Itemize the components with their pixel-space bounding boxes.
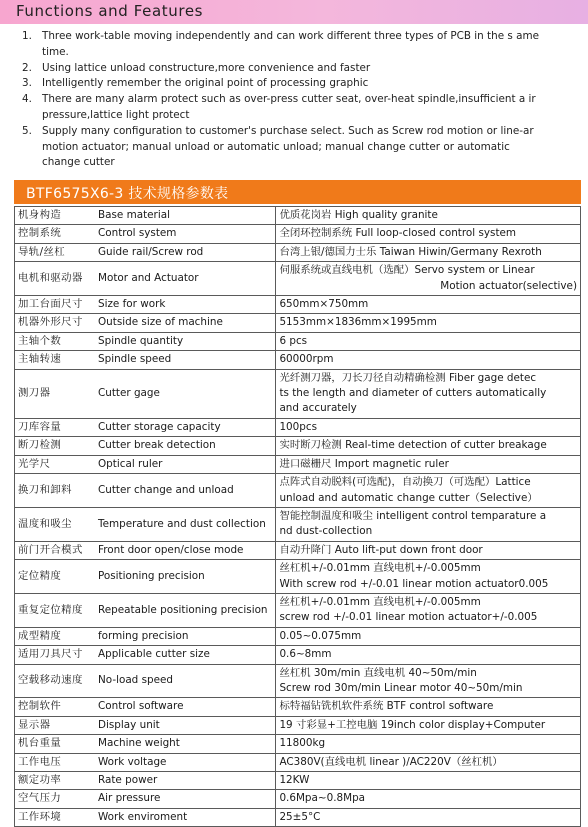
- spec-value-line: 6 pcs: [279, 334, 308, 347]
- spec-value-line: 100pcs: [279, 420, 317, 433]
- spec-label-en: Cutter change and unload: [98, 483, 234, 496]
- feature-item: [22, 76, 562, 92]
- spec-label-cell: [15, 262, 276, 296]
- spec-label-cell: [15, 351, 276, 369]
- spec-row: [15, 627, 581, 645]
- spec-label-en: Display unit: [98, 718, 160, 731]
- spec-label-cn: 主轴转速: [18, 353, 62, 366]
- spec-row: [15, 664, 581, 698]
- spec-value-line: 12KW: [279, 774, 310, 786]
- spec-value-cell: [276, 664, 581, 698]
- spec-label-en: Guide rail/Screw rod: [98, 245, 204, 258]
- spec-value-line: 台湾上银/德国力士乐 Taiwan Hiwin/Germany Rexroth: [279, 245, 542, 258]
- spec-value-line: 60000rpm: [279, 353, 334, 366]
- spec-label-cn: 重复定位精度: [18, 603, 83, 616]
- spec-label-cell: [15, 369, 276, 418]
- spec-row: [15, 314, 581, 332]
- feature-text: Supply many configuration to customer's purchase select. Such as Screw rod motion or line-ar motion actuator; manual unload or automatic unload; manual change cutter or automatic change cutter: [42, 124, 534, 169]
- spec-value-line: 0.05~0.075mm: [279, 629, 362, 642]
- spec-title: BTF6575X6-3 技术规格参数表: [26, 186, 229, 202]
- spec-value-cell: [276, 808, 581, 826]
- spec-label-cn: 机台重量: [18, 737, 62, 750]
- spec-value-cell: [276, 225, 581, 243]
- spec-label-cn: 加工台面尺寸: [18, 298, 83, 311]
- spec-row: [15, 541, 581, 559]
- spec-label-en: Outside size of machine: [98, 316, 223, 329]
- spec-label-cell: [15, 314, 276, 332]
- spec-label-en: Control system: [98, 227, 177, 240]
- spec-label-en: Work voltage: [98, 755, 167, 768]
- spec-label-cn: 光学尺: [18, 457, 51, 470]
- spec-value-line: 0.6Mpa~0.8Mpa: [279, 792, 366, 805]
- spec-label-cn: 温度和吸尘: [18, 517, 72, 530]
- spec-label-en: No-load speed: [98, 674, 173, 687]
- spec-value-cell: [276, 314, 581, 332]
- spec-row: [15, 698, 581, 716]
- spec-value-line: 25±5°C: [279, 810, 321, 823]
- spec-label-en: Work enviroment: [98, 810, 188, 823]
- spec-label-cn: 机身构造: [18, 209, 62, 221]
- spec-label-en: forming precision: [98, 629, 189, 642]
- spec-row: [15, 332, 581, 350]
- spec-label-cn: 机器外形尺寸: [18, 316, 83, 329]
- spec-label-cn: 换刀和卸料: [18, 483, 72, 496]
- spec-label-en: Size for work: [98, 298, 166, 311]
- spec-value-cell: [276, 262, 581, 296]
- spec-value-cell: [276, 646, 581, 664]
- spec-value-cell: [276, 790, 581, 808]
- spec-label-cn: 工作环境: [18, 810, 62, 823]
- feature-text: Three work-table moving independently and can work different three types of PCB in the s ame time.: [42, 30, 540, 58]
- spec-label-cn: 定位精度: [18, 569, 62, 582]
- feature-number: 5.: [22, 124, 32, 137]
- spec-row: [15, 474, 581, 508]
- spec-value-line: 优质花岗岩 High quality granite: [279, 209, 438, 221]
- spec-label-cell: [15, 646, 276, 664]
- spec-row: [15, 369, 581, 418]
- feature-item: [22, 61, 562, 77]
- spec-value-line: nd dust-collection: [279, 525, 373, 538]
- feature-text: Intelligently remember the original point of processing graphic: [42, 77, 369, 90]
- spec-row: [15, 646, 581, 664]
- feature-item: [22, 92, 562, 124]
- feature-item: [22, 29, 562, 61]
- spec-label-cell: [15, 455, 276, 473]
- spec-label-en: Repeatable positioning precision: [98, 603, 268, 616]
- spec-value-cell: [276, 369, 581, 418]
- feature-number: 2.: [22, 61, 32, 74]
- spec-label-cell: [15, 772, 276, 790]
- feature-number: 4.: [22, 93, 32, 106]
- spec-value-cell: [276, 207, 581, 225]
- spec-label-cn: 适用刀具尺寸: [18, 648, 83, 661]
- spec-value-line: 丝杠机+/-0.01mm 直线电机+/-0.005mm: [279, 595, 481, 608]
- spec-value-cell: [276, 735, 581, 753]
- spec-row: [15, 437, 581, 455]
- spec-label-en: Cutter storage capacity: [98, 420, 221, 433]
- spec-label-cell: [15, 418, 276, 436]
- spec-label-cell: [15, 437, 276, 455]
- spec-label-cn: 刀库容量: [18, 420, 62, 433]
- spec-value-line: screw rod +/-0.01 linear motion actuator+/-0.005: [279, 611, 538, 624]
- spec-value-cell: [276, 474, 581, 508]
- spec-value-line: 丝杠机 30m/min 直线电机 40~50m/min: [279, 666, 477, 679]
- spec-value-line: 进口磁栅尺 Import magnetic ruler: [279, 457, 449, 470]
- spec-value-line: 标特福钻铣机软件系统 BTF control software: [279, 700, 494, 713]
- spec-label-en: Rate power: [98, 774, 158, 786]
- spec-value-line: 伺服系统或直线电机（选配）Servo system or Linear: [279, 264, 535, 277]
- spec-row: [15, 262, 581, 296]
- spec-value-cell: [276, 507, 581, 541]
- spec-value-line: Screw rod 30m/min Linear motor 40~50m/min: [279, 681, 523, 694]
- spec-value-cell: [276, 351, 581, 369]
- features-title: Functions and Features: [16, 2, 204, 20]
- spec-value-line: With screw rod +/-0.01 linear motion actuator0.005: [279, 577, 549, 590]
- spec-label-cn: 前门开合模式: [18, 543, 83, 556]
- spec-value-line: ts the length and diameter of cutters automatically: [279, 387, 547, 400]
- spec-row: [15, 560, 581, 594]
- spec-row: [15, 507, 581, 541]
- spec-value-cell: [276, 698, 581, 716]
- spec-label-cn: 空气压力: [18, 792, 62, 805]
- spec-label-cell: [15, 207, 276, 225]
- spec-label-cell: [15, 716, 276, 734]
- spec-label-cell: [15, 735, 276, 753]
- spec-value-cell: [276, 541, 581, 559]
- spec-label-en: Cutter gage: [98, 387, 160, 400]
- spec-value-line: 0.6~8mm: [279, 648, 332, 661]
- spec-row: [15, 207, 581, 225]
- spec-row: [15, 716, 581, 734]
- spec-value-line: and accurately: [279, 402, 357, 415]
- features-header-bar: [0, 0, 588, 24]
- spec-row: [15, 243, 581, 261]
- spec-label-cn: 主轴个数: [18, 334, 62, 347]
- spec-label-cell: [15, 225, 276, 243]
- spec-label-cell: [15, 627, 276, 645]
- spec-label-cn: 空载移动速度: [18, 674, 83, 687]
- spec-row: [15, 753, 581, 771]
- spec-row: [15, 790, 581, 808]
- spec-label-cell: [15, 698, 276, 716]
- feature-item: [22, 124, 562, 171]
- spec-row: [15, 225, 581, 243]
- spec-value-line: AC380V(直线电机 linear )/AC220V（丝杠机）: [279, 755, 503, 768]
- spec-label-cn: 控制系统: [18, 227, 62, 240]
- spec-label-cn: 成型精度: [18, 629, 62, 642]
- spec-label-en: Positioning precision: [98, 569, 205, 582]
- spec-value-cell: [276, 593, 581, 627]
- spec-label-cn: 测刀器: [18, 387, 51, 400]
- spec-label-en: Machine weight: [98, 737, 180, 750]
- spec-value-cell: [276, 332, 581, 350]
- feature-text: There are many alarm protect such as over-press cutter seat, over-heat spindle,insufficient a ir pressure,lattice light protect: [42, 93, 536, 121]
- spec-row: [15, 418, 581, 436]
- spec-label-cn: 断刀检测: [18, 439, 62, 452]
- spec-label-cell: [15, 507, 276, 541]
- features-list: [22, 29, 562, 171]
- spec-value-cell: [276, 243, 581, 261]
- spec-label-cn: 显示器: [18, 718, 51, 731]
- spec-label-cn: 工作电压: [18, 755, 62, 768]
- spec-label-cell: [15, 474, 276, 508]
- spec-label-cell: [15, 296, 276, 314]
- feature-number: 1.: [22, 30, 32, 42]
- spec-label-cell: [15, 560, 276, 594]
- spec-value-cell: [276, 560, 581, 594]
- spec-value-cell: [276, 418, 581, 436]
- spec-row: [15, 593, 581, 627]
- spec-label-cell: [15, 790, 276, 808]
- spec-label-en: Optical ruler: [98, 457, 163, 470]
- spec-value-cell: [276, 772, 581, 790]
- spec-label-cell: [15, 593, 276, 627]
- spec-label-cn: 电机和驱动器: [18, 271, 83, 284]
- spec-label-en: Air pressure: [98, 792, 161, 805]
- spec-label-en: Front door open/close mode: [98, 543, 244, 556]
- spec-value-line: 实时断刀检测 Real-time detection of cutter breakage: [279, 439, 547, 452]
- spec-value-cell: [276, 455, 581, 473]
- spec-value-cell: [276, 437, 581, 455]
- spec-label-en: Control software: [98, 700, 184, 713]
- spec-row: [15, 455, 581, 473]
- feature-text: Using lattice unload constructure,more convenience and faster: [42, 61, 371, 74]
- spec-value-line: 自动升降门 Auto lift-put down front door: [279, 543, 483, 556]
- spec-label-cell: [15, 753, 276, 771]
- spec-row: [15, 772, 581, 790]
- spec-row: [15, 351, 581, 369]
- spec-value-cell: [276, 296, 581, 314]
- spec-row: [15, 296, 581, 314]
- spec-row: [15, 735, 581, 753]
- spec-value-line: 650mm×750mm: [279, 298, 369, 311]
- spec-value-line: 光纤测刀器，刀长刀径自动精确检测 Fiber gage detec: [279, 371, 537, 384]
- spec-value-line: 点阵式自动脱料(可选配)，自动换刀（可选配）Lattice: [279, 476, 531, 489]
- spec-label-cn: 导轨/丝杠: [18, 245, 66, 258]
- spec-value-cell: [276, 753, 581, 771]
- feature-number: 3.: [22, 77, 32, 90]
- spec-value-line: 智能控制温度和吸尘 intelligent control temparature a: [279, 509, 547, 522]
- spec-header-bar: [14, 180, 581, 204]
- spec-value-line: 19 寸彩显+工控电脑 19inch color display+Computer: [279, 718, 546, 731]
- spec-label-en: Base material: [98, 209, 170, 221]
- spec-value-line: Motion actuator(selective): [440, 279, 577, 292]
- spec-label-cell: [15, 808, 276, 826]
- spec-label-en: Motor and Actuator: [98, 271, 199, 284]
- spec-value-line: 丝杠机+/-0.01mm 直线电机+/-0.005mm: [279, 562, 481, 575]
- spec-label-cell: [15, 243, 276, 261]
- spec-label-en: Spindle speed: [98, 353, 172, 366]
- spec-label-en: Temperature and dust collection: [98, 517, 266, 530]
- spec-label-cn: 控制软件: [18, 700, 62, 713]
- spec-label-en: Cutter break detection: [98, 439, 216, 452]
- spec-value-line: 5153mm×1836mm×1995mm: [279, 316, 437, 329]
- spec-label-en: Spindle quantity: [98, 334, 184, 347]
- spec-label-cell: [15, 541, 276, 559]
- spec-value-cell: [276, 716, 581, 734]
- spec-label-cell: [15, 664, 276, 698]
- spec-label-en: Applicable cutter size: [98, 648, 210, 661]
- spec-value-line: unload and automatic change cutter（Selective）: [279, 491, 538, 504]
- spec-value-line: 全闭环控制系统 Full loop-closed control system: [279, 227, 517, 240]
- spec-table: [14, 206, 581, 827]
- spec-label-cn: 额定功率: [18, 774, 62, 786]
- spec-value-line: 11800kg: [279, 737, 326, 750]
- spec-row: [15, 808, 581, 826]
- spec-value-cell: [276, 627, 581, 645]
- spec-label-cell: [15, 332, 276, 350]
